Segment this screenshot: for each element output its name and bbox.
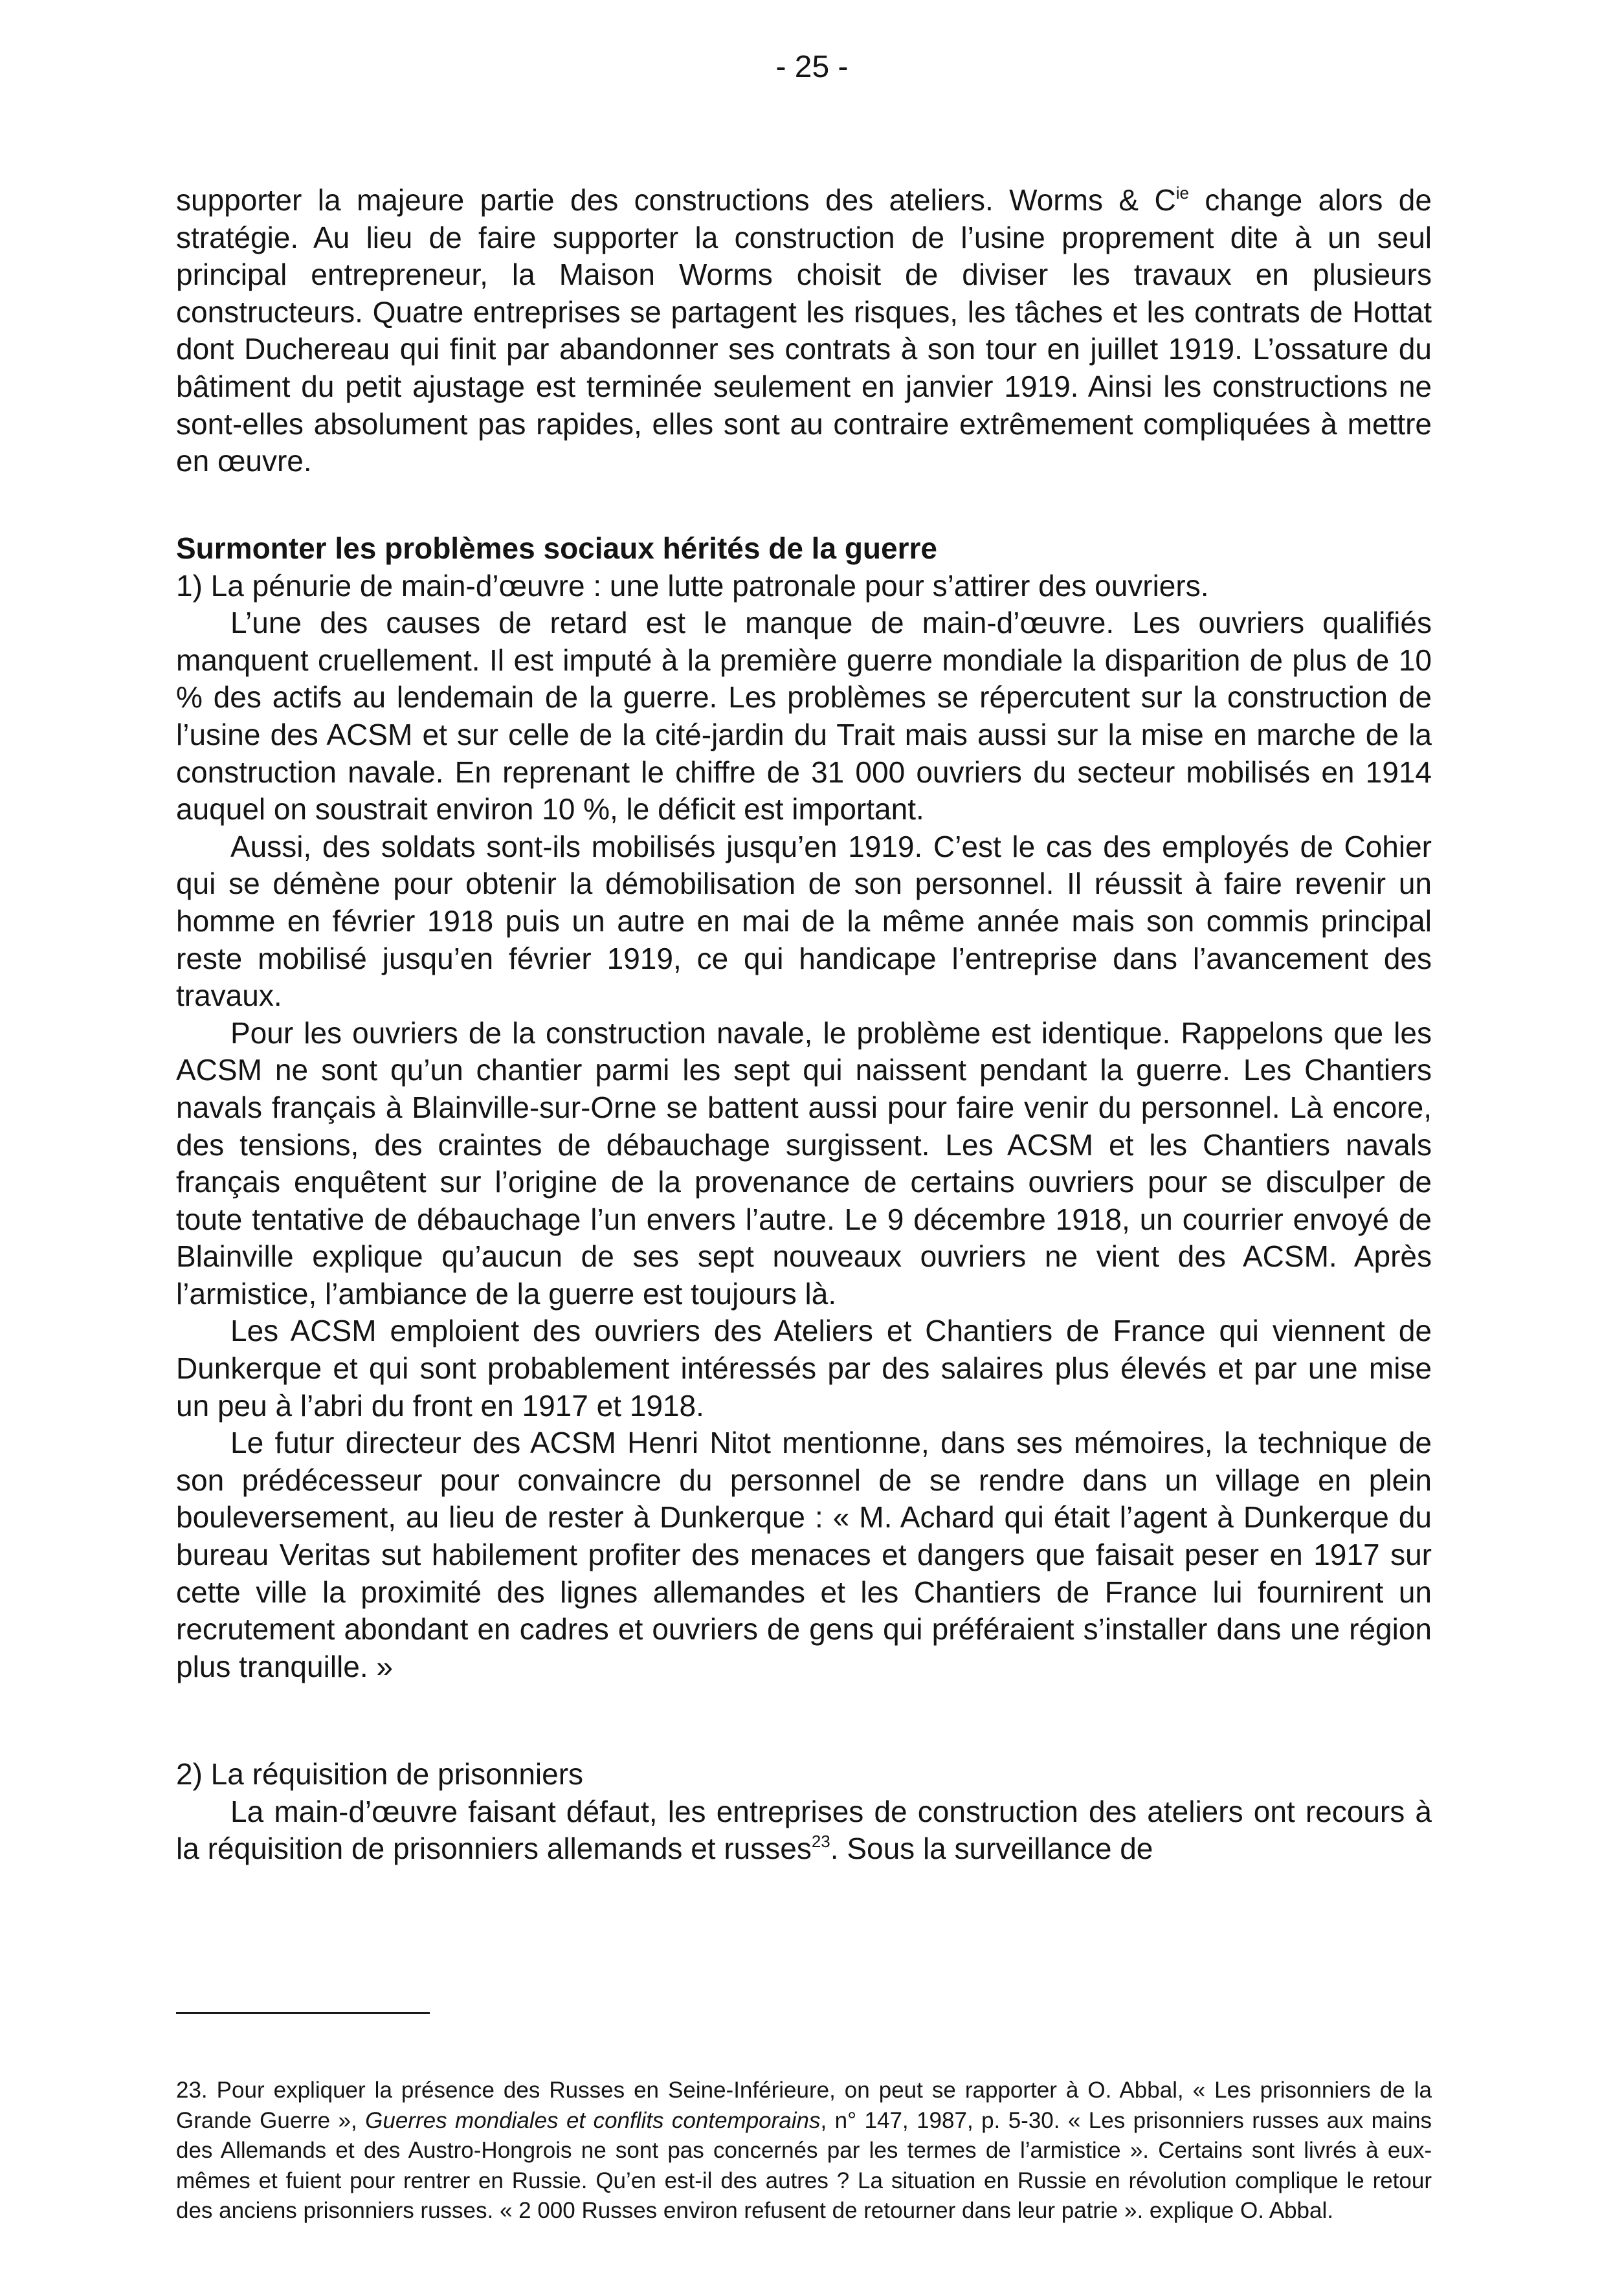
paragraph-1-text: supporter la majeure partie des constructions des ateliers. Worms & C: [176, 183, 1176, 217]
footnote-journal-title: Guerres mondiales et conflits contemporains: [365, 2107, 821, 2133]
paragraph-7-text-rest: . Sous la surveillance de: [830, 1832, 1153, 1866]
section-heading: Surmonter les problèmes sociaux hérités de la guerre: [176, 531, 937, 565]
paragraph-3: Aussi, des soldats sont-ils mobilisés jusqu’en 1919. C’est le cas des employés de Cohier qui se démène pour obtenir la démobilisation de son personnel. Il réussit à faire revenir un homme en février 1918 puis un autre en mai de la même année mais son commis principal reste mobilisé jusqu’en février 1919, ce qui handicape l’entreprise dans l’avancement des travaux.: [176, 829, 1432, 1013]
opening-paragraph-block: [176, 182, 1432, 480]
footnote-reference-23: 23: [811, 1832, 830, 1852]
paragraph-4: Pour les ouvriers de la construction navale, le problème est identique. Rappelons que les ACSM ne sont qu’un chantier parmi les sept qui naissent pendant la guerre. Les Chantiers navals français à Blainville-sur-Orne se battent aussi pour faire venir du personnel. Là encore, des tensions, des craintes de débauchage surgissent. Les ACSM et les Chantiers navals français enquêtent sur l’origine de la provenance de certains ouvriers pour se disculper de toute tentative de débauchage l’un envers l’autre. Le 9 décembre 1918, un courrier envoyé de Blainville explique qu’aucun de ses sept nouveaux ouvriers ne vient des ACSM. Après l’armistice, l’ambiance de la guerre est toujours là.: [176, 1015, 1432, 1311]
paragraph-2: L’une des causes de retard est le manque de main-d’œuvre. Les ouvriers qualifiés manquent cruellement. Il est imputé à la première guerre mondiale la disparition de plus de 10 % des actifs au lendemain de la guerre. Les problèmes se répercutent sur la construction de l’usine des ACSM et sur celle de la cité-jardin du Trait mais aussi sur la mise en marche de la construction navale. En reprenant le chiffre de 31 000 ouvriers du secteur mobilisés en 1914 auquel on soustrait environ 10 %, le déficit est important.: [176, 606, 1432, 826]
footnote-23: [176, 2076, 1432, 2226]
paragraph-7-text: La main-d’œuvre faisant défaut, les entreprises de construction des ateliers ont recours à la réquisition de prisonniers allemands et russes: [176, 1794, 1432, 1866]
section-prisoners: [176, 1756, 1432, 1868]
section-social-problems: [176, 530, 1432, 1685]
footnote-separator: [176, 2012, 430, 2014]
paragraph-1-text-rest: change alors de stratégie. Au lieu de faire supporter la construction de l’usine proprement dite à un seul principal entrepreneur, la Maison Worms choisit de diviser les travaux en plusieurs constructeurs. Quatre entreprises se partagent les risques, les tâches et les contrats de Hottat dont Duchereau qui finit par abandonner ses contrats à son tour en juillet 1919. L’ossature du bâtiment du petit ajustage est terminée seulement en janvier 1919. Ainsi les constructions ne sont-elles absolument pas rapides, elles sont au contraire extrêmement compliquées à mettre en œuvre.: [176, 183, 1432, 478]
paragraph-7: [176, 1793, 1432, 1868]
footnote-text-start: 23. Pour expliquer la présence des Russes en Seine-Inférieure, on peut se rapporter à O. Abbal, « Les prisonniers de la Grande Guerre »,: [176, 2078, 1432, 2133]
page-number: - 25 -: [775, 50, 849, 84]
subheading-prisoners: 2) La réquisition de prisonniers: [176, 1757, 584, 1791]
subheading-labour-shortage: 1) La pénurie de main-d’œuvre : une lutte patronale pour s’attirer des ouvriers.: [176, 568, 1209, 603]
paragraph-1-superscript: ie: [1175, 183, 1189, 203]
paragraph-5: Les ACSM emploient des ouvriers des Ateliers et Chantiers de France qui viennent de Dunkerque et qui sont probablement intéressés par des salaires plus élevés et par une mise un peu à l’abri du front en 1917 et 1918.: [176, 1314, 1432, 1423]
footnote-text-end: , n° 147, 1987, p. 5-30. « Les prisonniers russes aux mains des Allemands et des Austro-Hongrois ne sont pas concernés par les termes de l’armistice ». Certains sont livrés à eux-mêmes et fuient pour rentrer en Russie. Qu’en est-il des autres ? La situation en Russie en révolution complique le retour des anciens prisonniers russes. « 2 000 Russes environ refusent de retourner dans leur patrie ». explique O. Abbal.: [176, 2107, 1432, 2223]
paragraph-1: [176, 182, 1432, 480]
paragraph-6: Le futur directeur des ACSM Henri Nitot mentionne, dans ses mémoires, la technique de son prédécesseur pour convaincre du personnel de se rendre dans un village en plein bouleversement, au lieu de rester à Dunkerque : « M. Achard qui était l’agent à Dunkerque du bureau Veritas sut habilement profiter des menaces et dangers que faisait peser en 1917 sur cette ville la proximité des lignes allemandes et les Chantiers de France lui fournirent un recrutement abondant en cadres et ouvriers de gens qui préféraient s’installer dans une région plus tranquille. »: [176, 1426, 1432, 1683]
